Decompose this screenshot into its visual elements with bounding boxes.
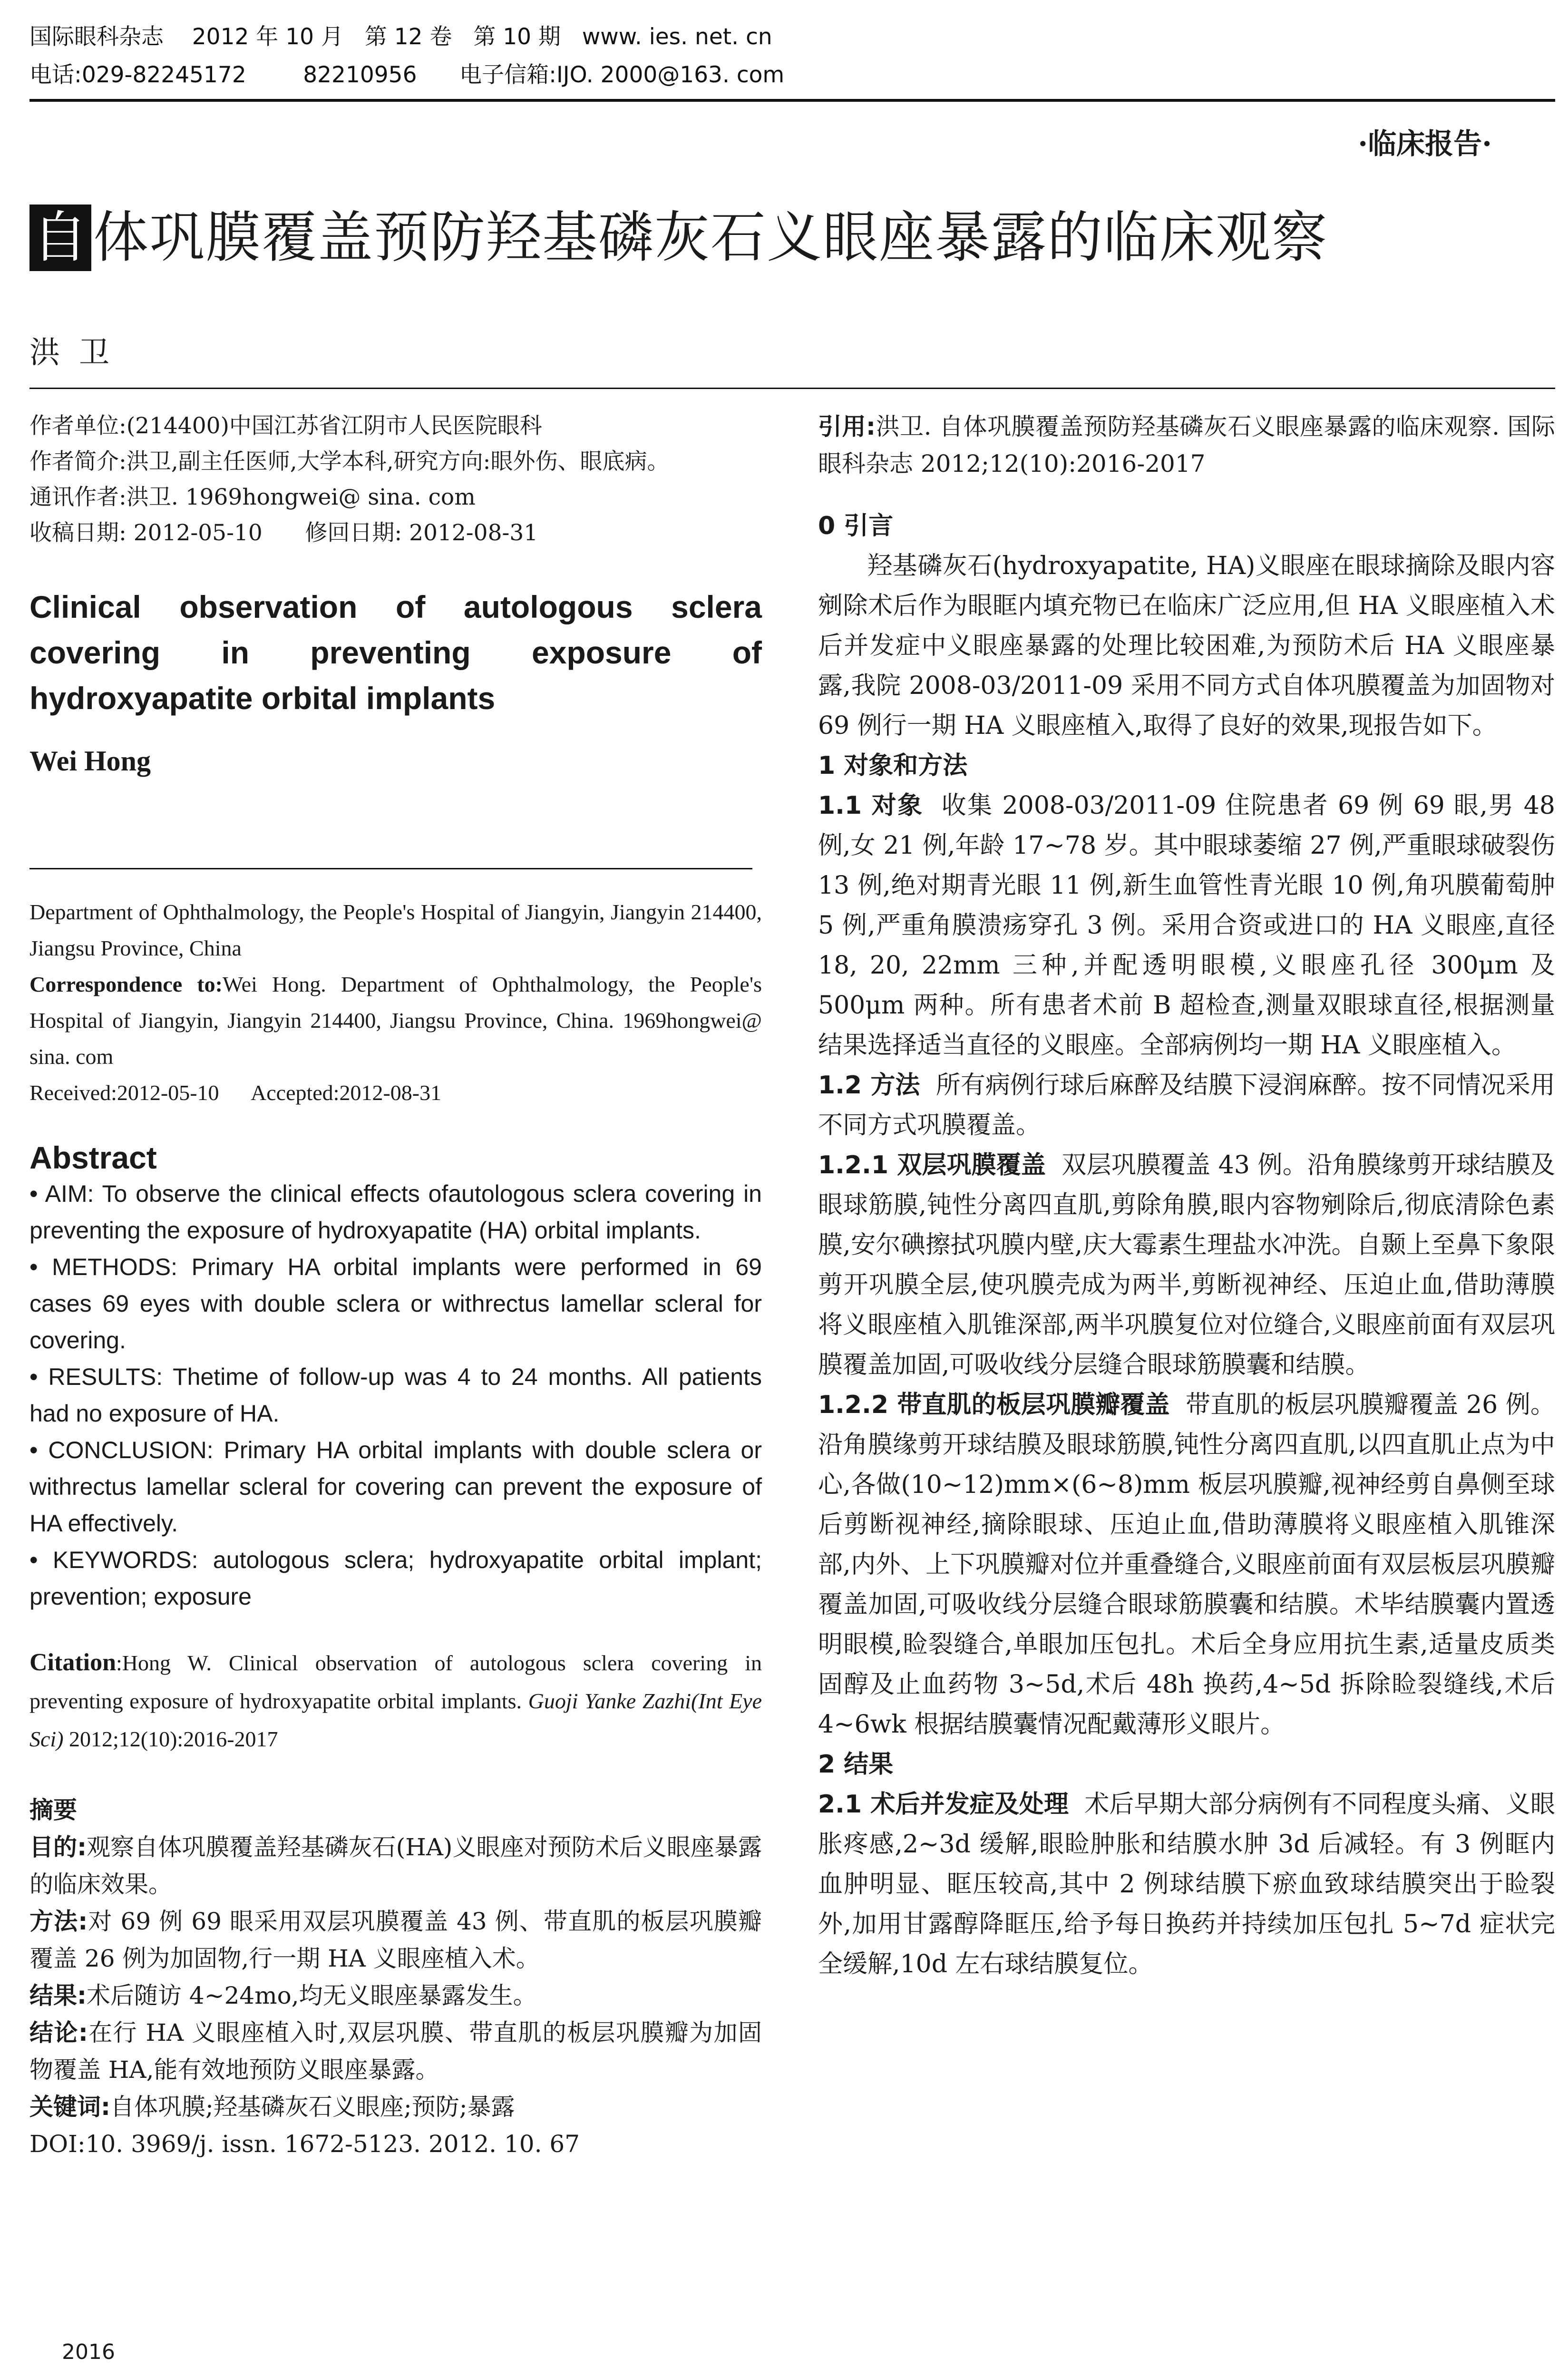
- section-1-2-label: 1.2 方法: [818, 1071, 920, 1100]
- english-affiliation: Department of Ophthalmology, the People's Hospital of Jiangyin, Jiangyin 214400, Jiangsu Province, China: [29, 900, 762, 960]
- title-rule: [29, 388, 1555, 389]
- cn-objective-text: 观察自体巩膜覆盖羟基磷灰石(HA)义眼座对预防术后义眼座暴露的临床效果。: [29, 1833, 762, 1898]
- cn-results-text: 术后随访 4~24mo,均无义眼座暴露发生。: [87, 1982, 537, 2009]
- cn-keywords-text: 自体巩膜;羟基磷灰石义眼座;预防;暴露: [110, 2093, 515, 2121]
- title-first-char: 自: [29, 205, 91, 271]
- cn-conclusion-label: 结论:: [29, 2019, 88, 2046]
- cn-methods-text: 对 69 例 69 眼采用双层巩膜覆盖 43 例、带直肌的板层巩膜瓣覆盖 26 例为加固物,行一期 HA 义眼座植入术。: [29, 1908, 762, 1972]
- correspondence-text: Wei Hong. Department of Ophthalmology, the People's Hospital of Jiangyin, Jiangyin 214400, Jiangsu Province, China. 1969hongwei@ sina. com: [29, 972, 762, 1069]
- section-1-1: [818, 786, 1555, 1065]
- section-1-1-text: 收集 2008-03/2011-09 住院患者 69 例 69 眼,男 48 例,女 21 例,年龄 17~78 岁。其中眼球萎缩 27 例,严重眼球破裂伤 13 例,绝对期青光眼 11 例,新生血管性青光眼 10 例,角巩膜葡萄肿 5 例,严重角膜溃疡穿孔 3 例。采用合资或进口的 HA 义眼座,直径 18, 20, 22mm 三种,并配透明眼模,义眼座孔径 300μm 及 500μm 两种。所有患者术前 B 超检查,测量双眼球直径,根据测量结果选择适当直径的义眼座。全部病例均一期 HA 义眼座植入。: [818, 791, 1555, 1060]
- cn-conclusion: [29, 2014, 762, 2088]
- section-1-2-2-label: 1.2.2 带直肌的板层巩膜瓣覆盖: [818, 1391, 1170, 1419]
- section-1-2-1-text: 双层巩膜覆盖 43 例。沿角膜缘剪开球结膜及眼球筋膜,钝性分离四直肌,剪除角膜,眼内容物剜除后,彻底清除色素膜,安尔碘擦拭巩膜内壁,庆大霉素生理盐水冲洗。自颞上至鼻下象限剪开巩膜全层,使巩膜壳成为两半,剪断视神经、压迫止血,借助薄膜将义眼座植入肌锥深部,两半巩膜复位对位缝合,义眼座前面有双层巩膜覆盖加固,可吸收线分层缝合眼球筋膜囊和结膜。: [818, 1151, 1555, 1379]
- page-number: 2016: [62, 2340, 115, 2364]
- doi: DOI:10. 3969/j. issn. 1672-5123. 2012. 10. 67: [29, 2130, 580, 2158]
- header-rule: [29, 99, 1555, 102]
- section-2-1: [818, 1784, 1555, 1984]
- section-label: ·临床报告·: [1358, 127, 1492, 161]
- cn-methods: [29, 1903, 762, 1977]
- cn-methods-label: 方法:: [29, 1908, 88, 1935]
- section-1-2-2-text: 带直肌的板层巩膜瓣覆盖 26 例。沿角膜缘剪开球结膜及眼球筋膜,钝性分离四直肌,以四直肌止点为中心,各做(10~12)mm×(6~8)mm 板层巩膜瓣,视神经剪自鼻侧至球后剪断视神经,摘除眼球、压迫止血,借助薄膜将义眼座植入肌锥深部,内外、上下巩膜瓣对位并重叠缝合,义眼座前面有双层板层巩膜瓣覆盖加固,可吸收线分层缝合眼球筋膜囊和结膜。术毕结膜囊内置透明眼模,睑裂缝合,单眼加压包扎。术后全身应用抗生素,适量皮质类固醇及止血药物 3~5d,术后 48h 换药,4~5d 拆除睑裂缝线,术后 4~6wk 根据结膜囊情况配戴薄形义眼片。: [818, 1391, 1555, 1739]
- section-2-1-text: 术后早期大部分病例有不同程度头痛、义眼胀疼感,2~3d 缓解,眼睑肿胀和结膜水肿 3d 后减轻。有 3 例眶内血肿明显、眶压较高,其中 2 例球结膜下瘀血致球结膜突出于睑裂外,加用甘露醇降眶压,给予每日换药并持续加压包扎 5~7d 症状完全缓解,10d 左右球结膜复位。: [818, 1790, 1555, 1978]
- citation: [29, 1644, 762, 1758]
- abstract-aim: • AIM: To observe the clinical effects ofautologous sclera covering in preventing the exposure of hydroxyapatite (HA) orbital implants.: [29, 1180, 762, 1244]
- left-column-lower: [29, 894, 762, 2163]
- author-contact: 通讯作者:洪卫. 1969hongwei@ sina. com: [29, 484, 476, 510]
- english-author: Wei Hong: [29, 745, 151, 777]
- cite-cn-label: 引用:: [818, 413, 876, 440]
- section-1-2: [818, 1065, 1555, 1145]
- english-title: Clinical observation of autologous sclera covering in preventing exposure of hydroxyapatite orbital implants: [29, 589, 762, 716]
- abstract-conclusion: • CONCLUSION: Primary HA orbital implants with double sclera or withrectus lamellar scleral for covering can prevent the exposure of HA effectively.: [29, 1437, 762, 1537]
- citation-text: :Hong W. Clinical observation of autologous sclera covering in preventing exposure of hydroxyapatite orbital implants.: [29, 1651, 762, 1713]
- author-bio: 作者简介:洪卫,副主任医师,大学本科,研究方向:眼外伤、眼底病。: [29, 448, 670, 475]
- journal-header-line2: 电话:029-82245172 82210956 电子信箱:IJO. 2000@163. com: [29, 62, 785, 88]
- cn-keywords: [29, 2088, 762, 2125]
- author-cn: 洪卫: [29, 335, 128, 370]
- correspondence: [29, 966, 762, 1075]
- abstract-methods: • METHODS: Primary HA orbital implants were performed in 69 cases 69 eyes with double sclera or withrectus lamellar scleral for covering.: [29, 1254, 762, 1354]
- cite-cn-text: 洪卫. 自体巩膜覆盖预防羟基磷灰石义眼座暴露的临床观察. 国际眼科杂志 2012;12(10):2016-2017: [818, 413, 1555, 477]
- section-2-1-label: 2.1 术后并发症及处理: [818, 1790, 1069, 1819]
- abstract-heading: Abstract: [29, 1140, 157, 1175]
- cn-objective-label: 目的:: [29, 1833, 87, 1861]
- citation-label: Citation: [29, 1649, 116, 1676]
- english-divider: [29, 868, 752, 869]
- section-1-1-label: 1.1 对象: [818, 791, 924, 820]
- author-unit: 作者单位:(214400)中国江苏省江阴市人民医院眼科: [29, 413, 542, 439]
- left-column: [29, 408, 762, 778]
- article-title: [29, 205, 1328, 271]
- section-1-heading: 1 对象和方法: [818, 751, 968, 780]
- section-1-2-2: [818, 1385, 1555, 1744]
- section-1-2-text: 所有病例行球后麻醉及结膜下浸润麻醉。按不同情况采用不同方式巩膜覆盖。: [818, 1071, 1555, 1140]
- cite-cn: [818, 408, 1555, 482]
- correspondence-label: Correspondence to:: [29, 972, 223, 996]
- citation-tail: 2012;12(10):2016-2017: [63, 1727, 278, 1751]
- section-1-2-1: [818, 1145, 1555, 1385]
- received-dates: 收稿日期: 2012-05-10 修回日期: 2012-08-31: [29, 520, 538, 546]
- cn-abstract-heading: 摘要: [29, 1796, 77, 1824]
- abstract-keywords: • KEYWORDS: autologous sclera; hydroxyapatite orbital implant; prevention; exposure: [29, 1547, 762, 1610]
- journal-header-line1: 国际眼科杂志 2012 年 10 月 第 12 卷 第 10 期 www. ies. net. cn: [29, 24, 772, 50]
- english-dates: Received:2012-05-10 Accepted:2012-08-31: [29, 1081, 442, 1105]
- section-2-heading: 2 结果: [818, 1750, 894, 1779]
- cn-results-label: 结果:: [29, 1982, 87, 2009]
- cn-results: [29, 1977, 762, 2014]
- title-rest: 体巩膜覆盖预防羟基磷灰石义眼座暴露的临床观察: [93, 205, 1328, 270]
- cn-keywords-label: 关键词:: [29, 2093, 110, 2121]
- section-0-paragraph: 羟基磷灰石(hydroxyapatite, HA)义眼座在眼球摘除及眼内容剜除术后作为眼眶内填充物已在临床广泛应用,但 HA 义眼座植入术后并发症中义眼座暴露的处理比较困难,为预防术后 HA 义眼座暴露,我院 2008-03/2011-09 采用不同方式自体巩膜覆盖为加固物对 69 例行一期 HA 义眼座植入,取得了良好的效果,现报告如下。: [818, 552, 1555, 740]
- abstract-results: • RESULTS: Thetime of follow-up was 4 to 24 months. All patients had no exposure of HA.: [29, 1364, 762, 1427]
- cn-conclusion-text: 在行 HA 义眼座植入时,双层巩膜、带直肌的板层巩膜瓣为加固物覆盖 HA,能有效地预防义眼座暴露。: [29, 2019, 762, 2084]
- section-1-2-1-label: 1.2.1 双层巩膜覆盖: [818, 1151, 1046, 1179]
- section-0-heading: 0 引言: [818, 512, 894, 540]
- right-column: [818, 408, 1555, 1984]
- author-meta: [29, 408, 762, 551]
- citation-journal: Guoji Yanke Zazhi(Int Eye Sci): [29, 1689, 762, 1751]
- cn-objective: [29, 1829, 762, 1903]
